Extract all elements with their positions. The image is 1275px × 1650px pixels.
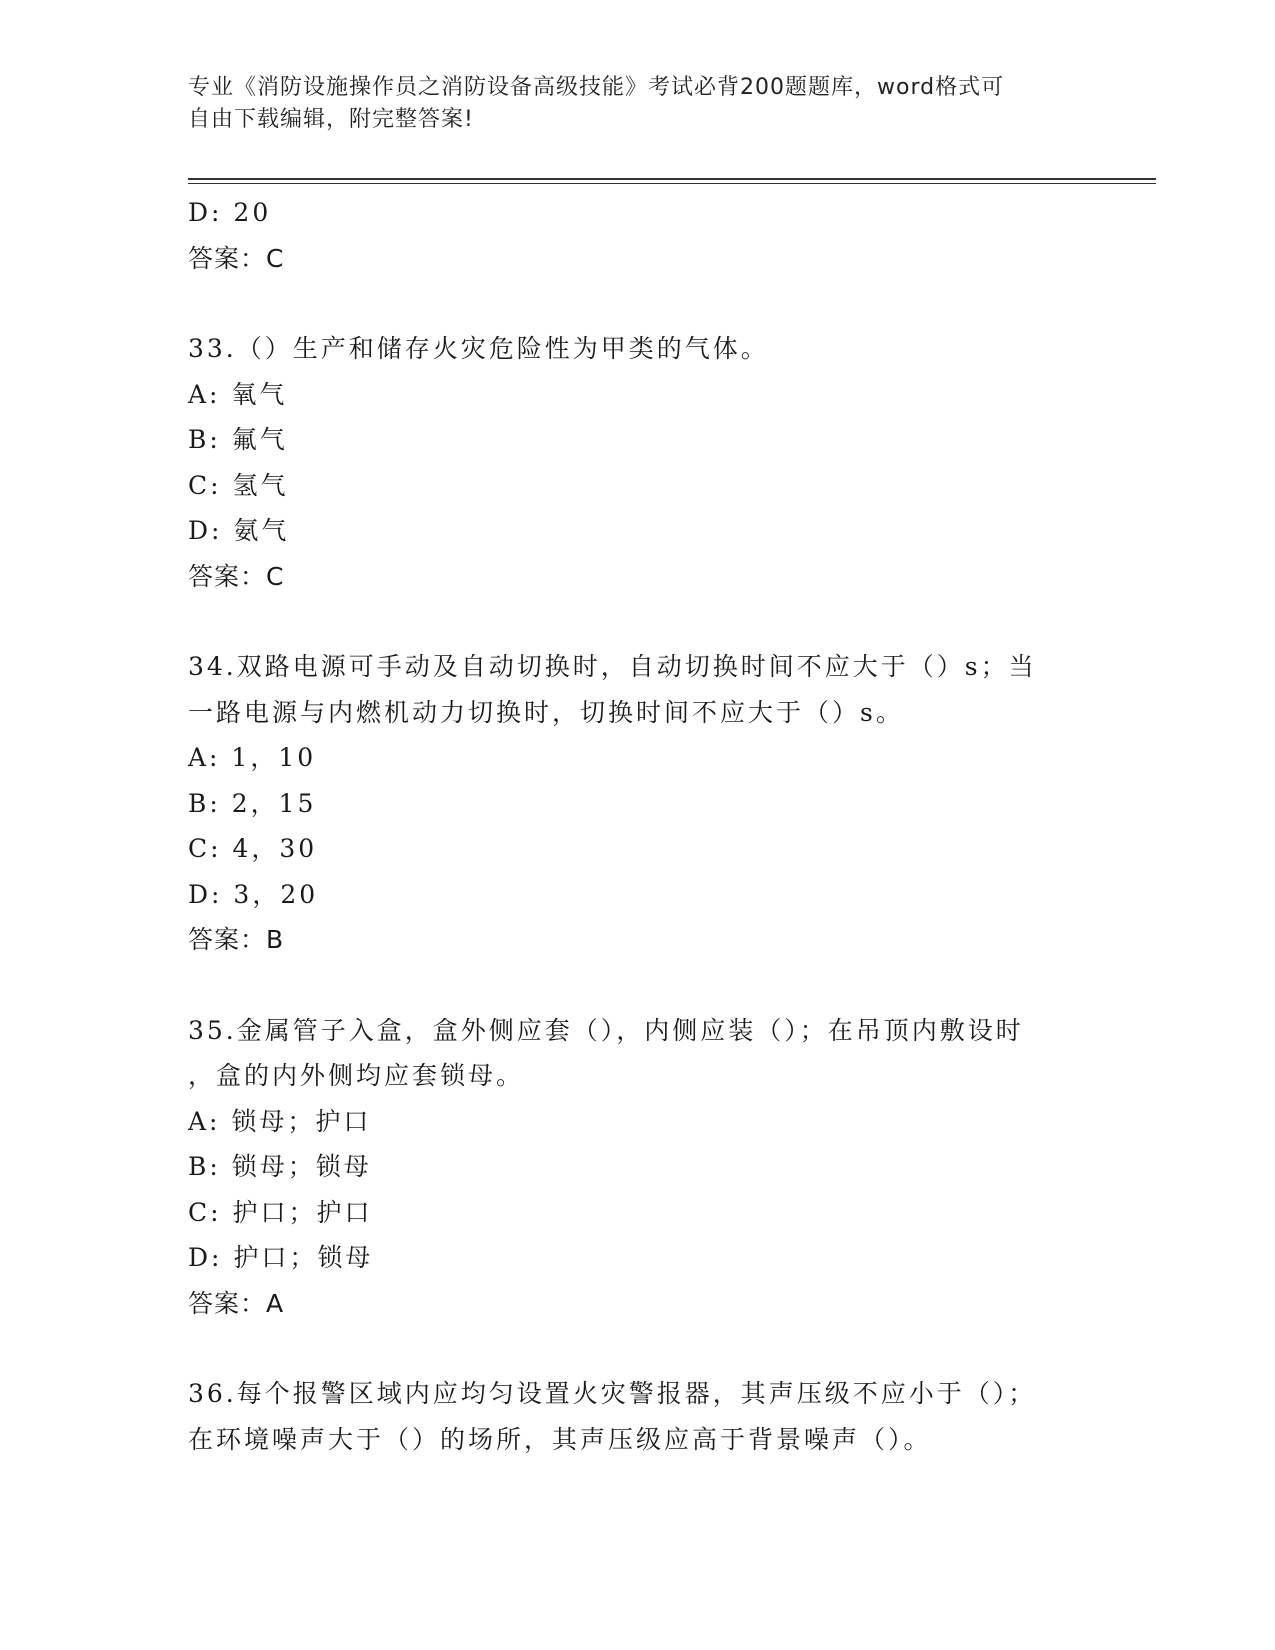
option-b: B: 锁母；锁母 [188,1152,372,1181]
option-b: B: 2，15 [188,788,317,818]
question-stem-line-1: 35.金属管子入盒，盒外侧应套（），内侧应装（）；在吊顶内敷设时 [188,1015,1024,1045]
option-a: A: 氧气 [188,379,288,409]
option-c: C: 护口；护口 [188,1197,373,1227]
question-list [188,190,1088,1462]
option-d: D: 20 [188,198,272,227]
question-stem-line-2: 一路电源与内燃机动力切换时，切换时间不应大于（）s。 [188,697,904,727]
document-header [188,72,1068,136]
option-b: B: 氟气 [188,425,288,454]
header-divider-thick [188,178,1156,180]
answer: 答案：C [188,561,285,591]
question-stem-line-2: ，盒的内外侧均应套锁母。 [188,1061,525,1090]
question-stem-line-1: 34.双路电源可手动及自动切换时，自动切换时间不应大于（）s；当 [188,652,1037,681]
answer: 答案：B [188,925,285,954]
question-34 [188,644,1088,963]
option-a: A: 锁母；护口 [188,1106,372,1136]
question-stem-line-2: 在环境噪声大于（）的场所，其声压级应高于背景噪声（）。 [188,1424,932,1454]
question-35 [188,1008,1088,1327]
option-c: C: 4，30 [188,834,318,863]
question-stem: 33.（）生产和储存火灾危险性为甲类的气体。 [188,334,769,363]
question-33 [188,326,1088,599]
question-stem-line-1: 36.每个报警区域内应均匀设置火灾警报器，其声压级不应小于（）； [188,1379,1037,1408]
header-line-2: 自由下载编辑，附完整答案! [188,107,474,132]
option-a: A: 1，10 [188,743,317,772]
header-divider-thin [188,183,1156,184]
option-d: D: 护口；锁母 [188,1243,374,1272]
question-36 [188,1371,1088,1462]
option-d: D: 3，20 [188,879,319,909]
header-line-1: 专业《消防设施操作员之消防设备高级技能》考试必背200题题库，word格式可 [188,75,1005,100]
answer: 答案：C [188,243,285,273]
answer: 答案：A [188,1288,285,1318]
option-d: D: 氨气 [188,516,290,545]
option-c: C: 氢气 [188,470,289,500]
